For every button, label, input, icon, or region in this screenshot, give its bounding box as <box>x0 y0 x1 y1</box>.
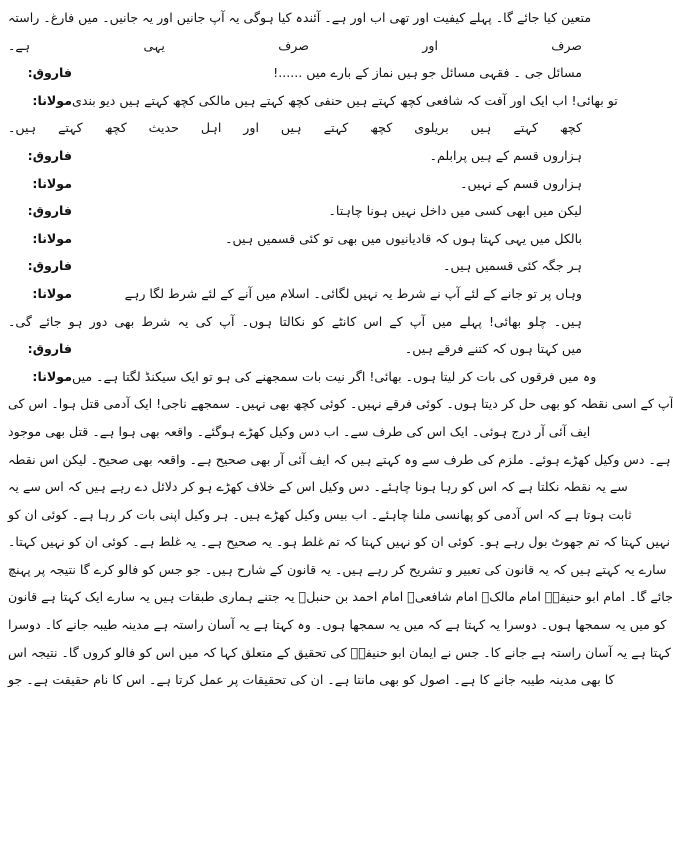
speaker-label: فاروق : <box>8 335 72 363</box>
text-line <box>8 639 671 667</box>
line-text: کو میں یہ سمجھا ہوں۔ دوسرا یہ کہتا ہے کہ میں یہ سمجھا ہوں۔ وہ کہتا ہے یہ آسان راستہ ہے مدینہ طیبہ جانے کا۔ دوسرا <box>8 617 667 633</box>
line-text: کا بھی مدینہ طیبہ جانے کا ہے۔ اصول کو بھی مانتا ہے۔ ان کی تحقیقات پر عمل کرتا ہے۔ اس کا نام حقیقت ہے۔ جو <box>8 672 615 688</box>
speaker-label: مولانا : <box>8 170 72 198</box>
line-text: مسائل جی ۔ فقہی مسائل جو ہیں نماز کے بارے میں ......! <box>273 65 582 81</box>
line-text: میں کہتا ہوں کہ کتنے فرقے ہیں۔ <box>404 341 582 357</box>
line-text: ایف آئی آر درج ہوئی۔ ایک اس کی طرف سے۔ اب دس وکیل کھڑے ہوگئے۔ واقعہ بھی ہوا ہے۔ قتل بھی موجود <box>8 423 591 439</box>
text-line <box>8 32 582 60</box>
text-line <box>8 170 582 198</box>
line-text: نہیں کہتا کہ تم جھوٹ بول رہے ہو۔ کوئی ان کو نہیں کہتا کہ تم غلط ہو۔ یہ صحیح ہے۔ یہ غلط ہے۔ کوئی ان کو نہیں کہتا۔ <box>8 534 671 550</box>
text-line <box>8 280 582 308</box>
text-line <box>8 59 582 87</box>
text-line <box>8 666 615 694</box>
text-line <box>8 363 597 391</box>
line-text: ہیں۔ چلو بھائی! پہلے میں آپ کے اس کانٹے کو نکالتا ہوں۔ آپ کی یہ شرط بھی دور ہو جائے گی۔ <box>8 313 582 329</box>
speaker-label: فاروق : <box>8 197 72 225</box>
speaker-label: مولانا : <box>8 225 72 253</box>
speaker-label: مولانا : <box>8 280 72 308</box>
text-line <box>8 335 582 363</box>
text-line <box>8 473 628 501</box>
text-line <box>8 446 671 474</box>
line-text: آپ کے اسی نقطہ کو بھی حل کر دیتا ہوں۔ کوئی فرقے نہیں۔ کوئی کچھ بھی نہیں۔ سمجھے ناجی! ایک آدمی قتل ہوا۔ اس کی <box>8 396 673 412</box>
speaker-label: فاروق : <box>8 142 72 170</box>
line-text: صرف اور صرف یہی ہے۔ <box>8 37 582 53</box>
line-text: ہر جگہ کئی قسمیں ہیں۔ <box>443 258 582 274</box>
text-line <box>8 225 582 253</box>
speaker-label: مولانا : <box>8 363 72 391</box>
text-line <box>8 142 582 170</box>
line-text: کچھ کہتے ہیں بریلوی کچھ کہتے ہیں اور اہل حدیث کچھ کہتے ہیں۔ <box>8 120 582 136</box>
line-text: لیکن میں ابھی کسی میں داخل نہیں ہونا چاہتا۔ <box>328 203 582 219</box>
line-text: وہ میں فرقوں کی بات کر لیتا ہوں۔ بھائی! اگر نیت بات سمجھنے کی ہو تو ایک سیکنڈ لگتا ہے۔ میں <box>72 368 597 384</box>
text-line <box>8 252 582 280</box>
line-text: ہے۔ دس وکیل کھڑے ہوئے۔ ملزم کی طرف سے وہ کہتے ہیں کہ ایف آئی آر بھی صحیح ہے۔ واقعہ بھی صحیح۔ لیکن اس نقطہ <box>8 451 671 467</box>
text-line <box>8 114 582 142</box>
text-line <box>8 556 667 584</box>
line-text: وہاں پر تو جانے کے لئے آپ نے شرط یہ نہیں لگائی۔ اسلام میں آنے کے لئے شرط لگا رہے <box>124 285 582 301</box>
text-line <box>8 501 632 529</box>
line-text: متعین کیا جائے گا۔ پہلے کیفیت اور تھی اب اور ہے۔ آئندہ کیا ہوگی یہ آپ جانیں اور یہ جانیں۔ میں فارغ۔ راستہ <box>8 10 592 25</box>
line-text: سارے یہ کہتے ہیں کہ یہ قانون کی تعبیر و تشریح کر رہے ہیں۔ یہ قانون کے شارح ہیں۔ جو جس کو فالو کرے گا نتیجہ پر پہنچ <box>8 561 667 577</box>
speaker-label: مولانا : <box>8 87 72 115</box>
line-text: بالکل میں یہی کہتا ہوں کہ قادیانیوں میں بھی تو کئی قسمیں ہیں۔ <box>225 230 582 246</box>
line-text: جائے گا۔ امام ابو حنیفہؒ امام مالکؒ امام شافعیؒ امام احمد بن حنبلؒ یہ جتنے ہماری طبقات ہیں یہ سارے ایک کہتا ہے قانون <box>8 589 673 605</box>
text-line <box>8 390 673 418</box>
speaker-label: فاروق : <box>8 59 72 87</box>
text-line <box>8 4 592 32</box>
text-line <box>8 197 582 225</box>
text-line <box>8 528 671 556</box>
text-line <box>8 611 667 639</box>
text-line <box>8 583 673 611</box>
line-text: ثابت ہوتا ہے کہ اس آدمی کو پھانسی ملنا چاہئے۔ اب بیس وکیل کھڑے ہیں۔ ہر وکیل اپنی بات کر رہا ہے۔ کوئی ان کو <box>8 506 632 522</box>
text-line <box>8 308 582 336</box>
text-line <box>8 87 618 115</box>
speaker-label: فاروق : <box>8 252 72 280</box>
line-text: سے یہ نقطہ نکلتا ہے کہ اس کو رہا ہونا چاہئے۔ دس وکیل اس کے خلاف کھڑے ہو کر دلائل دے رہے ہیں کہ اس سے یہ <box>8 479 628 495</box>
line-text: کہتا ہے یہ آسان راستہ ہے جانے کا۔ جس نے ایمان ابو حنیفہؒ کی تحقیق کے متعلق کہا کہ میں اس کو فالو کروں گا۔ نتیجہ اس <box>8 644 671 660</box>
line-text: ہزاروں قسم کے ہیں پرابلم۔ <box>429 147 582 163</box>
line-text: ہزاروں قسم کے نہیں۔ <box>460 175 582 191</box>
line-text: تو بھائی! اب ایک اور آفت کہ شافعی کچھ کہتے ہیں حنفی کچھ کہتے ہیں مالکی کچھ کہتے ہیں دیو بندی <box>72 92 618 108</box>
text-line <box>8 418 591 446</box>
